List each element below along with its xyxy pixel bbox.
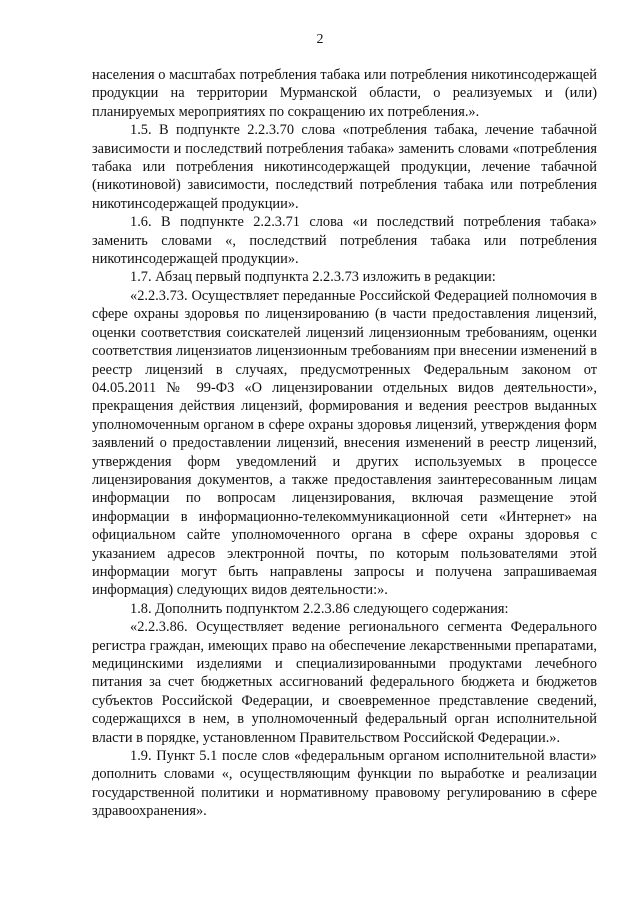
paragraph-2-2-3-73: «2.2.3.73. Осуществляет переданные Российской Федерацией полномочия в сфере охраны здоровья по лицензированию (в части предоставления лицензий, оценки соответствия соискателей лицензий лицензионным требованиям, оценки соответствия лицензиатов лицензионным требованиям при внесении изменений в реестр лицензий в случаях, предусмотренных Федеральным законом от 04.05.2011 № 99-ФЗ «О лицензировании отдельных видов деятельности», прекращения действия лицензий, формирования и ведения реестров выданных уполномоченным органом в сфере охраны здоровья лицензий, утверждения форм заявлений о предоставлении лицензий, внесения изменений в реестр лицензий, утверждения форм уведомлений и других используемых в процессе лицензирования документов, а также предоставления заинтересованным лицам информации по вопросам лицензирования, включая размещение этой информации в информационно-телекоммуникационной сети «Интернет» на официальном сайте уполномоченного органа в сфере охраны здоровья с указанием адресов электронной почты, по которым пользователями этой информации могут быть направлены запросы и получена запрашиваемая информация) следующих видов деятельности:». bbox=[92, 287, 597, 599]
paragraph-continuation: населения о масштабах потребления табака или потребления никотинсодержащей продукции на территории Мурманской области, о реализуемых и (или) планируемых мероприятиях по сокращению их потребления.». bbox=[92, 67, 597, 120]
paragraph-1-8: 1.8. Дополнить подпунктом 2.2.3.86 следующего содержания: bbox=[130, 600, 509, 617]
paragraph-1-7: 1.7. Абзац первый подпункта 2.2.3.73 изложить в редакции: bbox=[130, 269, 496, 286]
paragraph-1-5: 1.5. В подпункте 2.2.3.70 слова «потребления табака, лечение табачной зависимости и последствий потребления табака» заменить словами «потребления табака или потребления никотинсодержащей продукции, лечение табачной (никотиновой) зависимости, последствий потребления табака или потребления никотинсодержащей продукции». bbox=[92, 122, 597, 212]
paragraph-1-6: 1.6. В подпункте 2.2.3.71 слова «и последствий потребления табака» заменить словами «, последствий потребления табака или потребления никотинсодержащей продукции». bbox=[92, 214, 597, 268]
paragraph-1-9: 1.9. Пункт 5.1 после слов «федеральным органом исполнительной власти» дополнить словами «, осуществляющим функции по выработке и реализации государственной политики и нормативному правовому регулированию в сфере здравоохранения». bbox=[92, 748, 597, 820]
page-number: 2 bbox=[316, 32, 324, 47]
paragraph-2-2-3-86: «2.2.3.86. Осуществляет ведение регионального сегмента Федерального регистра граждан, имеющих право на обеспечение лекарственными препаратами, медицинскими изделиями и специализированными продуктами лечебного питания за счет бюджетных ассигнований федерального бюджета и бюджетов субъектов Российской Федерации, и своевременное представление сведений, содержащихся в нем, в уполномоченный федеральный орган исполнительной власти в порядке, установленном Правительством Российской Федерации.». bbox=[92, 619, 597, 746]
document-body bbox=[92, 66, 597, 821]
